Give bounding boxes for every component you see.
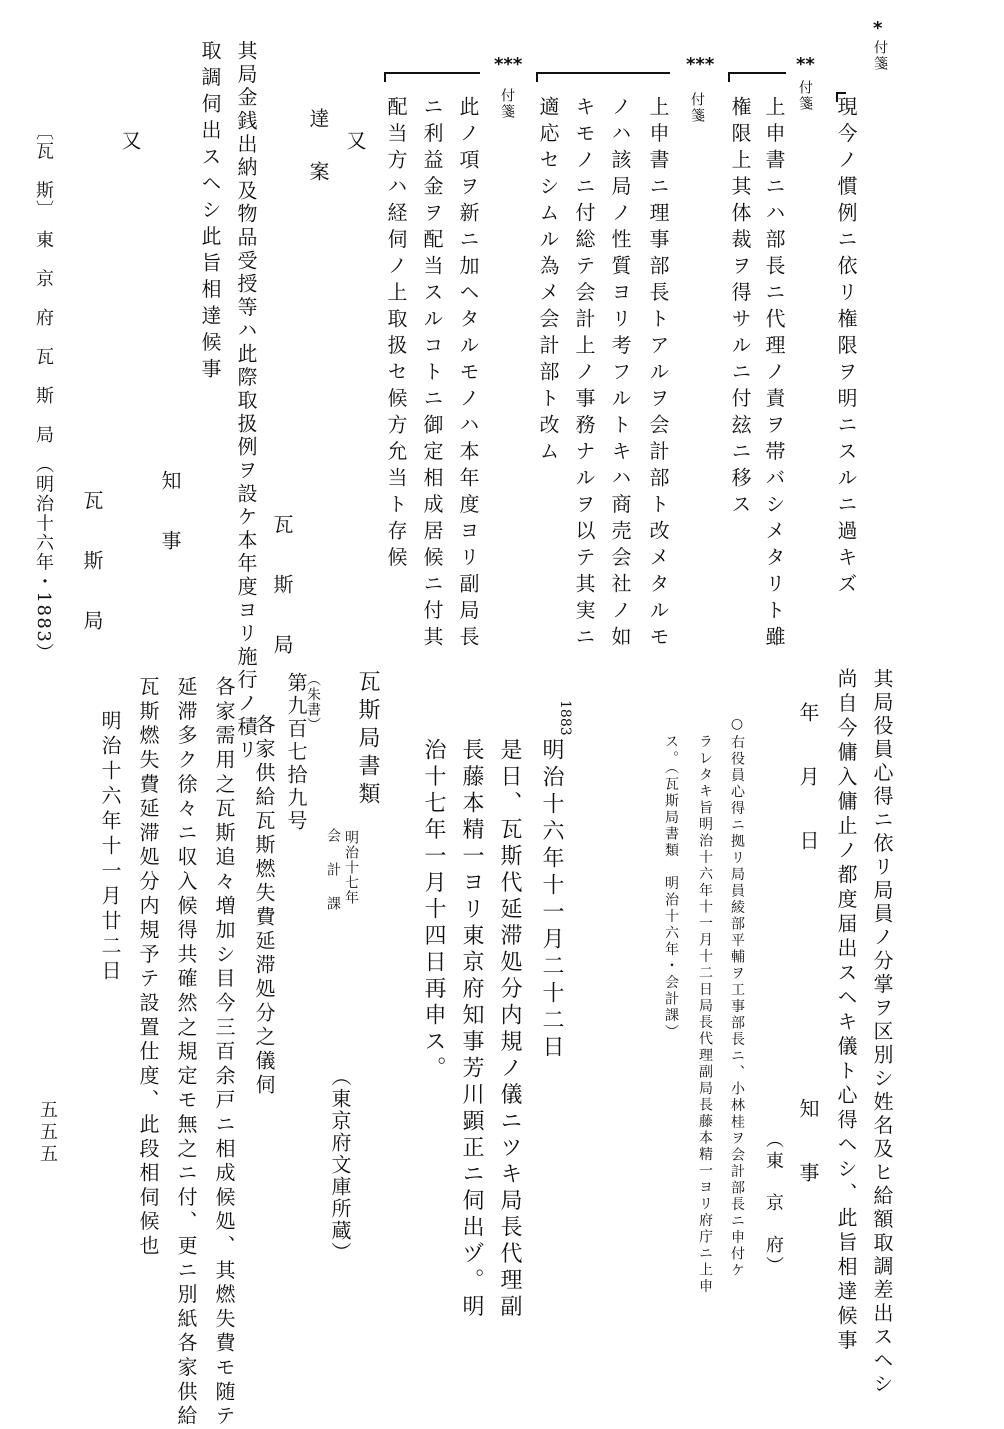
bottom-tokyofu: （東 京 府） [763,1130,784,1277]
note-c: ス。（瓦斯局書類 明治十六年・会計課） [663,734,679,1041]
bottom-date: 年 月 日 [796,702,820,862]
gasukyoku-addressee: 瓦 斯 局 [270,514,294,664]
page-number: 五五五 [37,1100,58,1166]
fusen4-bar [388,72,480,74]
entry-heading: 明治十六年十一月二十二日 [539,738,564,1062]
year-label: 1883 [557,700,573,736]
entry-body-b: 長藤本精一ヨリ東京府知事芳川顕正ニ伺出ヅ。明 [459,738,484,1321]
main-text-b: 取調伺出スヘシ此旨相達候事 [198,40,222,385]
bottom-r2: 尚自今傭入傭止ノ都度届出スヘキ儀ト心得ヘシ、此旨相達候事 [834,668,858,1354]
fusen1-text: 現今ノ慣例ニ依リ権限ヲ明ニスルニ過キズ [834,96,858,600]
note-a: ○右役員心得ニ拠リ局員綾部平輔ヲ工事部長ニ、小林桂ヲ会計部長ニ申付ケ [729,716,745,1279]
entry-body-c: 治十七年一月十四日再申ス。 [421,738,446,1083]
main-text-a: 其局金銭出納及物品受授等ハ此際取扱例ヲ設ケ本年度ヨリ施行ノ積リ [234,40,258,763]
fusen4-label: 付箋 [499,88,515,120]
doc-meta-a: 明治十七年 [343,830,359,905]
fusen3-bar [540,72,670,74]
fusen3-label: 付箋 [689,92,705,124]
fusen2-label: 付箋 [797,80,813,112]
fusen4-text-c: 配当方ハ経伺ノ上取扱セ候方允当ト存候 [384,96,408,573]
doc-meta-b: 会 計 課 [325,828,341,913]
bottom-r1: 其局役員心得ニ依リ局員ノ分掌ヲ区別シ姓名及ヒ給額取調差出スヘシ [870,668,894,1397]
note-b: ラレタキ旨明治十六年十一月十二日局長代理副局長藤本精一ヨリ府庁ニ上申 [697,734,713,1295]
source-citation: 〔瓦 斯〕 東 京 府 瓦 斯 局 （明治十六年・1883） [33,122,54,663]
mata-1: 又 [343,130,367,157]
fusen2-bracket [728,72,738,82]
shusho-label: （朱書） [305,672,321,732]
tatsuan: 達 案 [306,108,330,188]
fusen3-text-b: ノハ該局ノ性質ヨリ考フルトキハ商売会社ノ如 [608,96,632,653]
chiji-signature: 知 事 [158,470,182,560]
fusen2-text-b: 権限上其体裁ヲ得サルニ付玆ニ移ス [728,96,752,520]
fusen2-text-a: 上申書ニハ部長ニ代理ノ責ヲ帯バシメタリト雖 [762,96,786,653]
fusen2-mark: ** [796,54,815,75]
body-line-1: 各家需用之瓦斯追々増加シ目今三百余戸ニ相成候処、其燃失費モ随テ [212,676,236,1429]
fusen4-mark: *** [494,54,523,75]
subject-line: 各家供給瓦斯燃失費延滞処分之儀伺 [252,714,276,1098]
fusen3-bracket [536,72,546,82]
fusen4-text-b: ニ利益金ヲ配当スルコトニ御定相成居候ニ付其 [420,96,444,653]
entry-body-a: 是日、瓦斯代延滞処分内規ノ儀ニツキ局長代理副 [497,738,522,1321]
fusen3-text-a: 上申書ニ理事部長トアルヲ会計部ト改メタルモ [646,96,670,653]
fusen4-bracket [384,72,394,82]
fusen3-text-d: 適応セシムル為メ会計部ト改ム [536,96,560,467]
gasukyoku-2: 瓦 斯 局 [80,490,104,640]
mata-2: 又 [118,130,142,157]
body-line-3: 瓦斯燃失費延滞処分内規予テ設置仕度、此段相伺候也 [136,676,160,1260]
fusen4-text-a: 此ノ項ヲ新ニ加ヘタルモノハ本年度ヨリ副局長 [456,96,480,653]
fusen3-mark: *** [686,54,715,75]
doc-title: 瓦斯局書類 [355,670,380,810]
body-line-2: 延滞多ク徐々ニ収入候得共確然之規定モ無之ニ付、更ニ別紙各家供給 [174,676,198,1429]
doc-number: 第九百七拾九号 [284,672,308,833]
fusen1-label: 付箋 [872,40,888,72]
bottom-chiji: 知 事 [796,1098,820,1194]
fusen3-text-c: キモノニ付総テ会計上ノ事務ナルヲ以テ其実ニ [572,96,596,653]
fusen1-mark: * [873,18,883,39]
archive-label: （東京府文庫所蔵） [328,1066,352,1264]
body-date: 明治十六年十一月廿二日 [98,710,122,985]
